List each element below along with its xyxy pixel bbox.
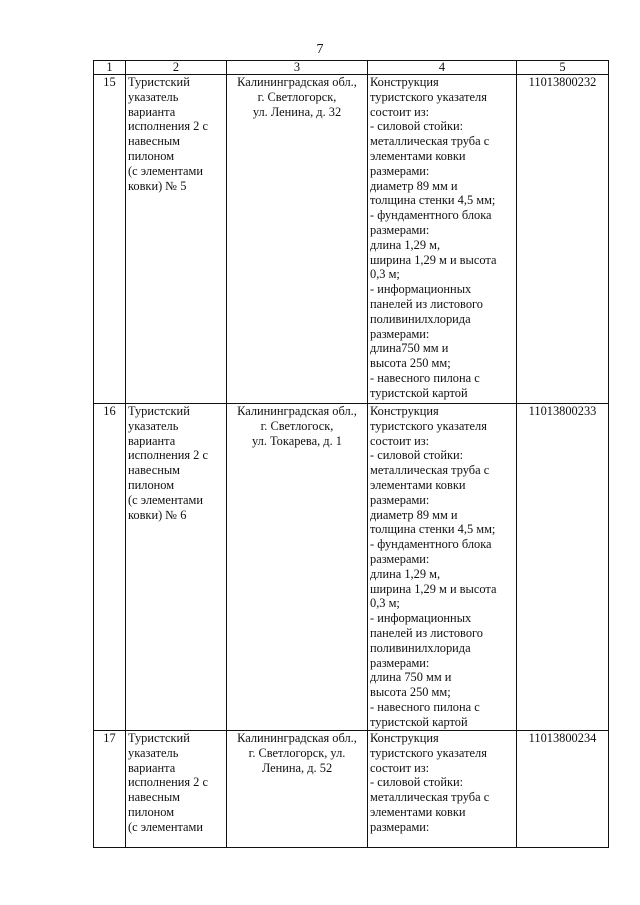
row-number: 15	[94, 75, 126, 404]
object-address: Калининградская обл., г. Светлогорск, ул. Ленина, д. 52	[227, 731, 368, 848]
page-number: 7	[316, 42, 324, 57]
object-description: Конструкция туристского указателя состоит из: - силовой стойки: металлическая труба с элементами ковки размерами: диаметр 89 мм и толщина стенки 4,5 мм; - фундаментного блока размерами: длина 1,29 м, ширина 1,29 м и высота 0,3 м; - информационных панелей из листового поливинилхлорида размерами: длина750 мм и высота 250 мм; - навесного пилона с туристской картой	[368, 75, 517, 404]
inventory-number: 11013800234	[517, 731, 609, 848]
object-name: Туристский указатель варианта исполнения 2 с навесным пилоном (с элементами ковки) № 6	[126, 404, 227, 731]
object-description: Конструкция туристского указателя состоит из: - силовой стойки: металлическая труба с элементами ковки размерами: диаметр 89 мм и толщина стенки 4,5 мм; - фундаментного блока размерами: длина 1,29 м, ширина 1,29 м и высота 0,3 м; - информационных панелей из листового поливинилхлорида размерами: длина 750 мм и высота 250 мм; - навесного пилона с туристской картой	[368, 404, 517, 731]
column-header: 4	[368, 61, 517, 75]
table-row	[94, 404, 609, 731]
table-header-row	[94, 61, 609, 75]
column-header: 3	[227, 61, 368, 75]
object-address: Калининградская обл., г. Светлогорск, ул. Ленина, д. 32	[227, 75, 368, 404]
registry-table	[93, 60, 609, 848]
row-number: 17	[94, 731, 126, 848]
column-header: 5	[517, 61, 609, 75]
column-header: 2	[126, 61, 227, 75]
table-row	[94, 731, 609, 848]
row-number: 16	[94, 404, 126, 731]
object-address: Калининградская обл., г. Светлогоск, ул. Токарева, д. 1	[227, 404, 368, 731]
inventory-number: 11013800233	[517, 404, 609, 731]
inventory-number: 11013800232	[517, 75, 609, 404]
object-name: Туристский указатель варианта исполнения 2 с навесным пилоном (с элементами ковки) № 5	[126, 75, 227, 404]
object-description: Конструкция туристского указателя состоит из: - силовой стойки: металлическая труба с элементами ковки размерами:	[368, 731, 517, 848]
table-row	[94, 75, 609, 404]
object-name: Туристский указатель варианта исполнения 2 с навесным пилоном (с элементами	[126, 731, 227, 848]
column-header: 1	[94, 61, 126, 75]
